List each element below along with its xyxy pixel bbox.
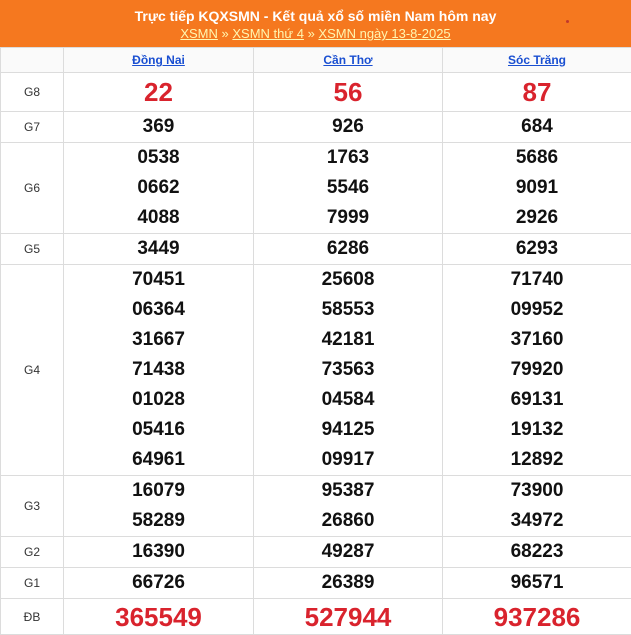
prize-number: 49287 bbox=[254, 537, 442, 567]
prize-cell bbox=[64, 476, 254, 537]
breadcrumb-separator: » bbox=[308, 26, 315, 41]
prize-number: 96571 bbox=[443, 568, 631, 598]
prize-number: 527944 bbox=[254, 602, 442, 632]
prize-row bbox=[1, 476, 631, 537]
results-table bbox=[0, 47, 631, 635]
prize-cell bbox=[254, 73, 443, 112]
prize-cell bbox=[443, 599, 631, 635]
page-header bbox=[0, 0, 631, 47]
prize-number: 0538 bbox=[64, 143, 253, 173]
prize-label: ĐB bbox=[1, 599, 64, 635]
prize-cell bbox=[254, 568, 443, 599]
prize-number: 95387 bbox=[254, 476, 442, 506]
corner-cell bbox=[1, 48, 64, 73]
prize-number: 19132 bbox=[443, 415, 631, 445]
prize-row bbox=[1, 234, 631, 265]
prize-number: 12892 bbox=[443, 445, 631, 475]
prize-number: 64961 bbox=[64, 445, 253, 475]
prize-cell bbox=[64, 73, 254, 112]
prize-row bbox=[1, 599, 631, 635]
prize-label: G2 bbox=[1, 537, 64, 568]
province-header bbox=[443, 48, 631, 73]
prize-number: 365549 bbox=[64, 602, 253, 632]
prize-number: 22 bbox=[64, 75, 253, 109]
page-title: Trực tiếp KQXSMN - Kết quả xổ số miền Nam hôm nay bbox=[0, 8, 631, 24]
prize-number: 5686 bbox=[443, 143, 631, 173]
prize-number: 73563 bbox=[254, 355, 442, 385]
prize-number: 58289 bbox=[64, 506, 253, 536]
prize-number: 369 bbox=[64, 112, 253, 142]
prize-row bbox=[1, 568, 631, 599]
prize-row bbox=[1, 265, 631, 476]
prize-cell bbox=[64, 143, 254, 234]
province-header bbox=[254, 48, 443, 73]
prize-number: 684 bbox=[443, 112, 631, 142]
prize-number: 06364 bbox=[64, 295, 253, 325]
prize-number: 05416 bbox=[64, 415, 253, 445]
prize-number: 0662 bbox=[64, 173, 253, 203]
province-link-dong-nai[interactable]: Đồng Nai bbox=[132, 53, 185, 67]
prize-number: 01028 bbox=[64, 385, 253, 415]
prize-number: 68223 bbox=[443, 537, 631, 567]
prize-row bbox=[1, 73, 631, 112]
prize-number: 16079 bbox=[64, 476, 253, 506]
prize-number: 5546 bbox=[254, 173, 442, 203]
prize-number: 34972 bbox=[443, 506, 631, 536]
province-link-soc-trang[interactable]: Sóc Trăng bbox=[508, 53, 566, 67]
prize-cell bbox=[254, 476, 443, 537]
prize-number: 31667 bbox=[64, 325, 253, 355]
prize-cell bbox=[64, 568, 254, 599]
prize-label: G5 bbox=[1, 234, 64, 265]
prize-cell bbox=[443, 112, 631, 143]
prize-label: G8 bbox=[1, 73, 64, 112]
prize-number: 3449 bbox=[64, 234, 253, 264]
prize-number: 71438 bbox=[64, 355, 253, 385]
prize-row bbox=[1, 112, 631, 143]
prize-label: G3 bbox=[1, 476, 64, 537]
prize-number: 56 bbox=[254, 75, 442, 109]
prize-cell bbox=[254, 599, 443, 635]
prize-cell bbox=[64, 599, 254, 635]
prize-row bbox=[1, 143, 631, 234]
prize-number: 79920 bbox=[443, 355, 631, 385]
prize-number: 71740 bbox=[443, 265, 631, 295]
prize-cell bbox=[443, 568, 631, 599]
prize-label: G7 bbox=[1, 112, 64, 143]
prize-number: 2926 bbox=[443, 203, 631, 233]
prize-cell bbox=[254, 234, 443, 265]
prize-number: 25608 bbox=[254, 265, 442, 295]
prize-number: 66726 bbox=[64, 568, 253, 598]
prize-number: 6286 bbox=[254, 234, 442, 264]
prize-cell bbox=[443, 143, 631, 234]
prize-number: 26860 bbox=[254, 506, 442, 536]
prize-cell bbox=[254, 143, 443, 234]
prize-number: 94125 bbox=[254, 415, 442, 445]
prize-cell bbox=[254, 537, 443, 568]
breadcrumb-xsmn-ngay[interactable]: XSMN ngày 13-8-2025 bbox=[318, 26, 450, 41]
prize-number: 6293 bbox=[443, 234, 631, 264]
prize-cell bbox=[443, 265, 631, 476]
prize-number: 87 bbox=[443, 75, 631, 109]
prize-number: 1763 bbox=[254, 143, 442, 173]
prize-label: G6 bbox=[1, 143, 64, 234]
prize-number: 7999 bbox=[254, 203, 442, 233]
prize-cell bbox=[443, 73, 631, 112]
province-header bbox=[64, 48, 254, 73]
breadcrumb-xsmn-thu-4[interactable]: XSMN thứ 4 bbox=[232, 26, 304, 41]
prize-cell bbox=[64, 234, 254, 265]
prize-number: 26389 bbox=[254, 568, 442, 598]
prize-number: 73900 bbox=[443, 476, 631, 506]
prize-number: 70451 bbox=[64, 265, 253, 295]
breadcrumb-xsmn[interactable]: XSMN bbox=[180, 26, 218, 41]
prize-cell bbox=[254, 265, 443, 476]
prize-label: G4 bbox=[1, 265, 64, 476]
prize-number: 09952 bbox=[443, 295, 631, 325]
prize-number: 9091 bbox=[443, 173, 631, 203]
prize-number: 58553 bbox=[254, 295, 442, 325]
prize-number: 4088 bbox=[64, 203, 253, 233]
prize-number: 42181 bbox=[254, 325, 442, 355]
breadcrumb bbox=[0, 26, 631, 41]
prize-cell bbox=[64, 112, 254, 143]
prize-cell bbox=[64, 265, 254, 476]
prize-cell bbox=[443, 476, 631, 537]
prize-number: 16390 bbox=[64, 537, 253, 567]
prize-cell bbox=[254, 112, 443, 143]
prize-number: 09917 bbox=[254, 445, 442, 475]
prize-number: 926 bbox=[254, 112, 442, 142]
prize-number: 937286 bbox=[443, 602, 631, 632]
prize-number: 04584 bbox=[254, 385, 442, 415]
prize-cell bbox=[443, 537, 631, 568]
prize-number: 69131 bbox=[443, 385, 631, 415]
prize-cell bbox=[64, 537, 254, 568]
decorative-dot bbox=[566, 20, 569, 23]
prize-row bbox=[1, 537, 631, 568]
prize-cell bbox=[443, 234, 631, 265]
province-header-row bbox=[1, 48, 631, 73]
prize-label: G1 bbox=[1, 568, 64, 599]
province-link-can-tho[interactable]: Cần Thơ bbox=[323, 53, 372, 67]
breadcrumb-separator: » bbox=[222, 26, 229, 41]
prize-number: 37160 bbox=[443, 325, 631, 355]
